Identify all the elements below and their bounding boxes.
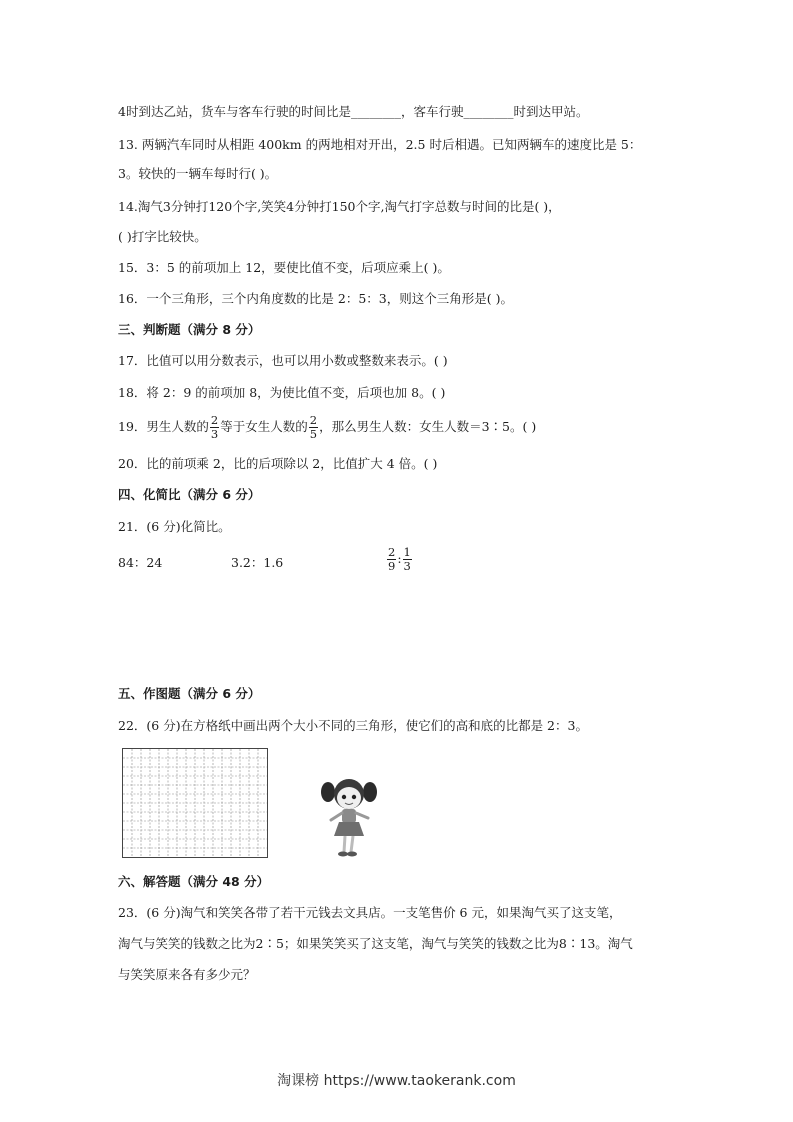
ratio-expression-1: 84：24 (118, 555, 163, 570)
q20: 20．比的前项乘 2，比的后项除以 2，比值扩大 4 倍。( ) (118, 456, 438, 471)
q23-line-1: 23．(6 分)淘气和笑笑各带了若干元钱去文具店。一支笔售价 6 元，如果淘气买了这支笔， (118, 905, 622, 920)
section-3-heading: 三、判断题（满分 8 分） (118, 322, 261, 337)
q15: 15．3：5 的前项加上 12，要使比值不变，后项应乘上( )。 (118, 260, 450, 275)
q22: 22．(6 分)在方格纸中画出两个大小不同的三角形，使它们的高和底的比都是 2：3。 (118, 718, 588, 733)
q23-line-3: 与笑笑原来各有多少元？ (118, 967, 256, 982)
q19-text-pre: 19．男生人数的 (118, 419, 209, 434)
q18: 18．将 2：9 的前项加 8，为使比值不变，后项也加 8。( ) (118, 385, 446, 400)
footer-watermark: 淘课榜 https://www.taokerank.com (277, 1073, 516, 1089)
q14-line-1: 14.淘气3分钟打120个字,笑笑4分钟打150个字,淘气打字总数与时间的比是( )， (118, 199, 561, 214)
fraction-2-9: $\frac{2}{9}$ (388, 545, 396, 573)
square-grid-paper[interactable] (122, 748, 268, 858)
q23-line-2: 淘气与笑笑的钱数之比为2∶5；如果笑笑买了这支笔，淘气与笑笑的钱数之比为8∶13。淘气 (118, 936, 633, 951)
q16: 16．一个三角形，三个内角度数的比是 2：5：3，则这个三角形是( )。 (118, 291, 513, 306)
ratio-expression-3 (386, 546, 413, 573)
q19 (118, 414, 536, 441)
q19-text-post: ，那么男生人数：女生人数＝3∶5。( ) (319, 419, 537, 434)
cartoon-girl-illustration (318, 772, 380, 862)
fraction-2-5: $\frac{2}{5}$ (309, 413, 318, 441)
q13-line-1: 13. 两辆汽车同时从相距 400km 的两地相对开出，2.5 时后相遇。已知两辆车的速度比是 5： (118, 137, 642, 152)
q12-continuation: 4时到达乙站，货车与客车行驶的时间比是________，客车行驶________时到达甲站。 (118, 104, 589, 119)
ratio-colon: : (397, 551, 402, 566)
q19-text-mid: 等于女生人数的 (220, 419, 308, 434)
section-6-heading: 六、解答题（满分 48 分） (118, 874, 270, 889)
q14-line-2: ( )打字比较快。 (118, 229, 207, 244)
fraction-2-3: $\frac{2}{3}$ (210, 413, 219, 441)
ratio-expression-2: 3.2：1.6 (231, 555, 284, 570)
q21: 21．(6 分)化简比。 (118, 519, 231, 534)
q17: 17．比值可以用分数表示，也可以用小数或整数来表示。( ) (118, 353, 448, 368)
section-5-heading: 五、作图题（满分 6 分） (118, 686, 261, 701)
section-4-heading: 四、化简比（满分 6 分） (118, 487, 261, 502)
q13-line-2: 3。较快的一辆车每时行( )。 (118, 166, 278, 181)
fraction-1-3: $\frac{1}{3}$ (403, 545, 411, 573)
